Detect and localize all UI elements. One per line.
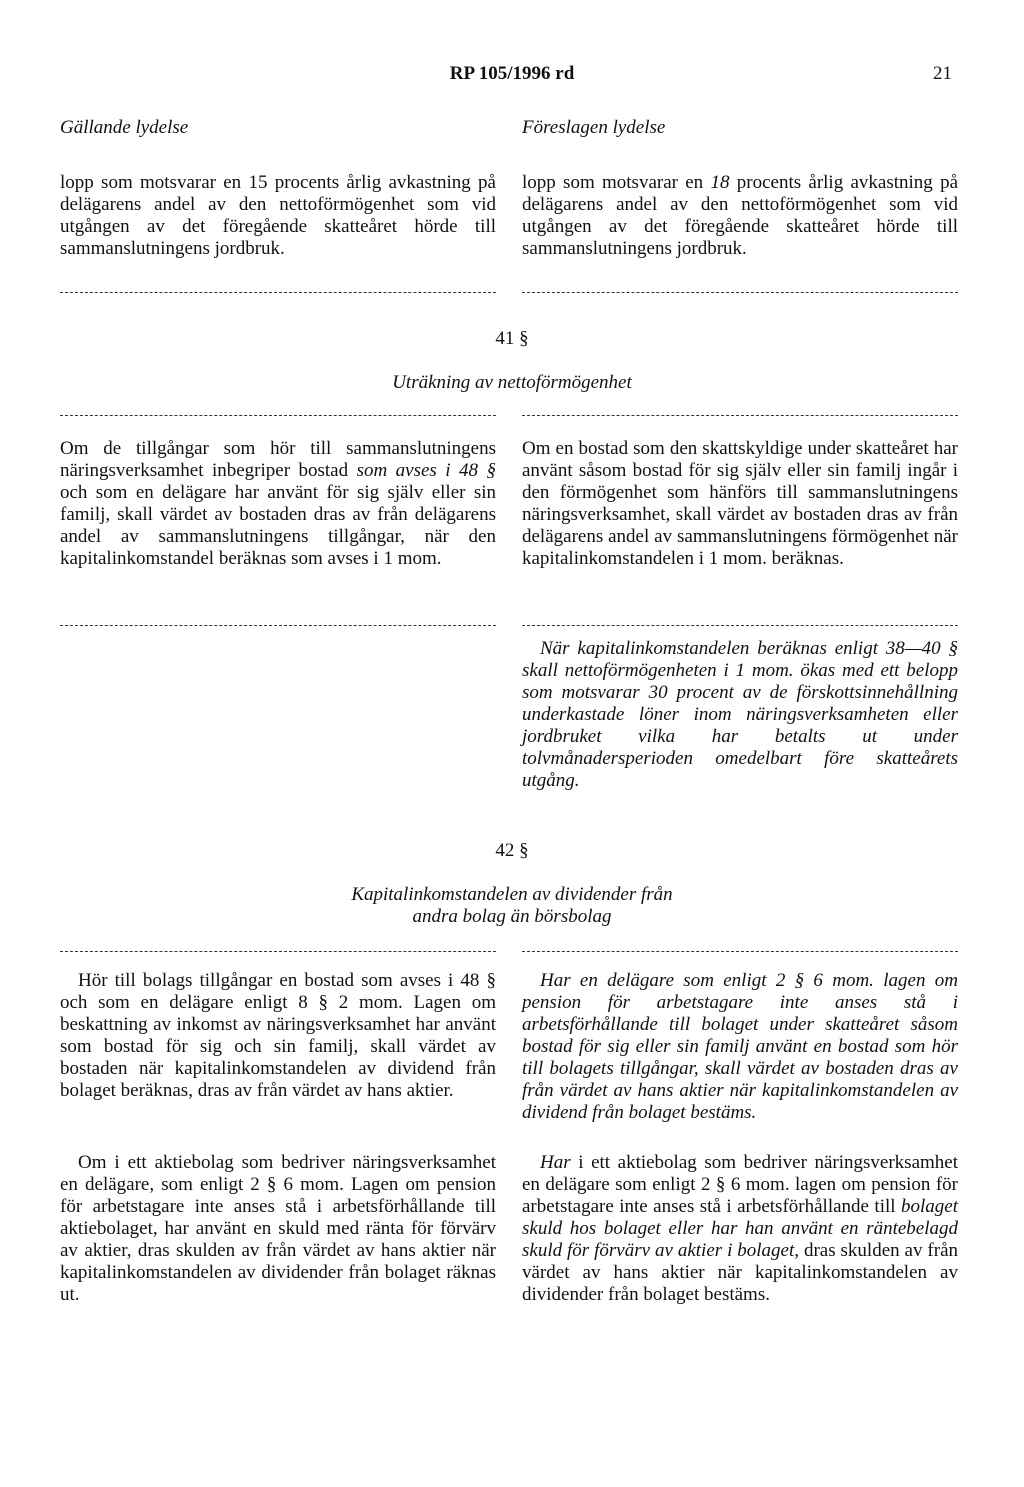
right-paragraph-1-text-b: procents årlig avkastning på delägarens andel av den nettoförmögenhet som vid utgången av det föregående skatteåret hörde till sammanslutningens jordbruk. [522, 172, 959, 259]
right-paragraph-42-2-text-a: i ett aktiebolag som bedriver näringsverksamhet en delägare som enligt 2 § 6 mom. lagen om pension för arbetstagare inte anses stå i arbetsförhållande till [522, 1152, 958, 1217]
left-paragraph-41-emphasis: som avses i 48 § [356, 460, 496, 481]
left-paragraph-41-text-a: Om de tillgångar som hör till sammanslutningens näringsverksamhet inbegriper bostad [60, 438, 496, 481]
right-paragraph-1 [522, 172, 958, 260]
left-paragraph-1: lopp som motsvarar en 15 procents årlig avkastning på delägarens andel av den nettoförmögenhet som vid utgången av det föregående skatteåret hörde till sammanslutningens jordbruk. [60, 172, 496, 259]
right-paragraph-42-2 [522, 1152, 958, 1306]
left-paragraph-42-2: Om i ett aktiebolag som bedriver näringsverksamhet en delägare, som enligt 2 § 6 mom. Lagen om pension för arbetstagare inte anses stå i arbetsförhållande till aktiebolaget, har använt en skuld med ränta för förvärv av aktier, dras skulden av från värdet av hans aktier när kapitalinkomstandelen av dividender från bolaget räknas ut. [60, 1152, 496, 1305]
right-paragraph-1-text-a: lopp som motsvarar en [522, 172, 711, 193]
right-column-heading: Föreslagen lydelse [522, 117, 666, 138]
left-dashed-divider-2 [60, 415, 496, 416]
section-42-title-line-2: andra bolag än börsbolag [412, 906, 612, 927]
left-paragraph-42-1: Hör till bolags tillgångar en bostad som avses i 48 § och som en delägare enligt 8 § 2 mom. Lagen om beskattning av inkomst av näringsverksamhet har använt som bostad för sig och sin familj, skall värdet av bostaden när kapitalinkomstandelen av dividend från bolaget beräknas, dras av från värdet av hans aktier. [60, 970, 496, 1101]
left-paragraph-41 [60, 438, 496, 570]
right-paragraph-41-2: När kapitalinkomstandelen beräknas enligt 38—40 § skall nettoförmögenheten i 1 mom. ökas med ett belopp som motsvarar 30 procent av de förskottsinnehållning underkastade löner inom näringsverksamheten eller jordbruket vilka har betalts ut under tolvmånadersperioden omedelbart före skatteårets utgång. [522, 638, 958, 791]
right-paragraph-42-2-emphasis-2: bolaget skuld hos bolaget eller har han använt en räntebelagd skuld för förvärv av aktier i bolaget, [522, 1196, 958, 1261]
right-paragraph-42-2-emphasis-1: Har [540, 1152, 571, 1173]
page-number: 21 [933, 63, 952, 84]
left-paragraph-41-text-b: och som en delägare har använt för sig själv eller sin familj, skall värdet av bostaden dras av från delägarens andel av sammanslutningens tillgångar, när den kapitalinkomstandel beräknas som avses i 1 mom. [60, 482, 496, 569]
right-paragraph-1-emphasis: 18 [710, 172, 730, 193]
left-dashed-divider-3 [60, 625, 496, 626]
right-dashed-divider-4 [522, 951, 958, 952]
section-41-number: 41 § [495, 328, 529, 349]
section-42-number: 42 § [495, 840, 529, 861]
right-dashed-divider-1 [522, 292, 958, 293]
document-header-title: RP 105/1996 rd [449, 63, 575, 84]
right-dashed-divider-3 [522, 625, 958, 626]
section-42-title-line-1: Kapitalinkomstandelen av dividender från [351, 884, 673, 905]
right-paragraph-42-1: Har en delägare som enligt 2 § 6 mom. lagen om pension för arbetstagare inte anses stå i arbetsförhållande till bolaget under skatteåret såsom bostad för sig eller sin familj använt en bostad som hör till bolagets tillgångar, skall värdet av bostaden dras av från värdet av hans aktier när kapitalinkomstandelen av dividend från bolaget bestäms. [522, 970, 958, 1123]
left-dashed-divider-4 [60, 951, 496, 952]
section-41-title: Uträkning av nettoförmögenhet [392, 372, 632, 393]
left-column-heading: Gällande lydelse [60, 117, 189, 138]
right-paragraph-41-1: Om en bostad som den skattskyldige under skatteåret har använt såsom bostad för sig själv eller sin familj ingår i den förmögenhet som hänförs till sammanslutningens näringsverksamhet, skall värdet av bostaden dras av från delägarens andel av sammanslutningens förmögenhet när kapitalinkomstandelen i 1 mom. beräknas. [522, 438, 958, 569]
left-dashed-divider-1 [60, 292, 496, 293]
right-paragraph-42-2-text-b: dras skulden av från värdet av hans aktier när kapitalinkomstandelen av dividender från bolaget bestäms. [522, 1240, 959, 1305]
right-dashed-divider-2 [522, 415, 958, 416]
